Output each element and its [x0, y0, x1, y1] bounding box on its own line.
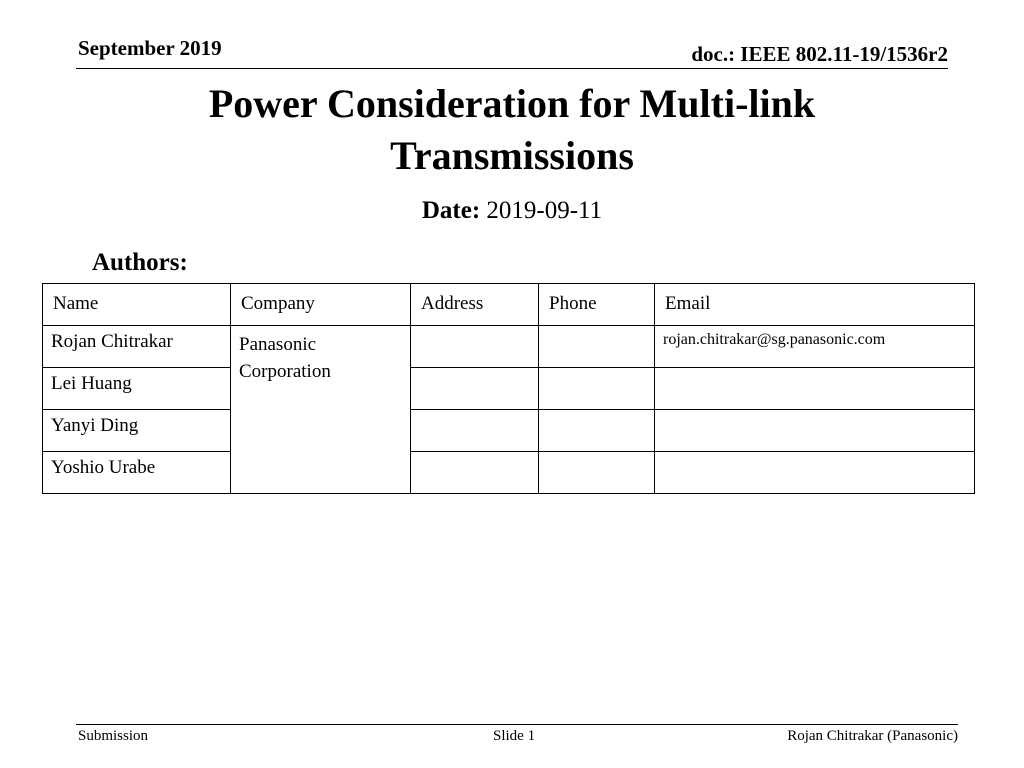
author-email: rojan.chitrakar@sg.panasonic.com [655, 326, 975, 368]
author-name: Yanyi Ding [43, 410, 231, 452]
author-address [411, 326, 539, 368]
author-email [655, 410, 975, 452]
footer-divider [76, 724, 958, 725]
column-header-phone: Phone [539, 284, 655, 326]
slide-title-line-2: Transmissions [390, 133, 634, 178]
author-phone [539, 452, 655, 494]
author-name: Rojan Chitrakar [43, 326, 231, 368]
header-doc-number: doc.: IEEE 802.11-19/1536r2 [691, 42, 948, 66]
author-name: Lei Huang [43, 368, 231, 410]
table-row [43, 326, 975, 368]
authors-label: Authors: [92, 249, 188, 276]
company-line-1: Panasonic [239, 334, 317, 355]
column-header-address: Address [411, 284, 539, 326]
slide-title [0, 78, 1024, 182]
date-line [0, 197, 1024, 225]
date-label: Date: [421, 197, 481, 224]
company-line-2: Corporation [239, 361, 331, 382]
author-address [411, 368, 539, 410]
author-company [231, 326, 411, 494]
table-row [43, 368, 975, 410]
author-phone [539, 326, 655, 368]
header-date: September 2019 [78, 36, 222, 60]
author-address [411, 452, 539, 494]
author-name: Yoshio Urabe [43, 452, 231, 494]
footer-slide-number: Slide 1 [493, 728, 536, 744]
authors-table [42, 283, 975, 494]
date-value: 2019-09-11 [486, 197, 603, 224]
author-phone [539, 368, 655, 410]
table-row [43, 410, 975, 452]
slide-title-line-1: Power Consideration for Multi-link [208, 81, 816, 126]
author-email [655, 452, 975, 494]
footer-submission: Submission [78, 728, 149, 744]
author-address [411, 410, 539, 452]
column-header-name: Name [43, 284, 231, 326]
table-row [43, 452, 975, 494]
column-header-email: Email [655, 284, 975, 326]
author-phone [539, 410, 655, 452]
footer-author: Rojan Chitrakar (Panasonic) [787, 728, 958, 744]
authors-table-header [43, 284, 975, 326]
column-header-company: Company [231, 284, 411, 326]
header-divider [76, 68, 948, 69]
author-email [655, 368, 975, 410]
